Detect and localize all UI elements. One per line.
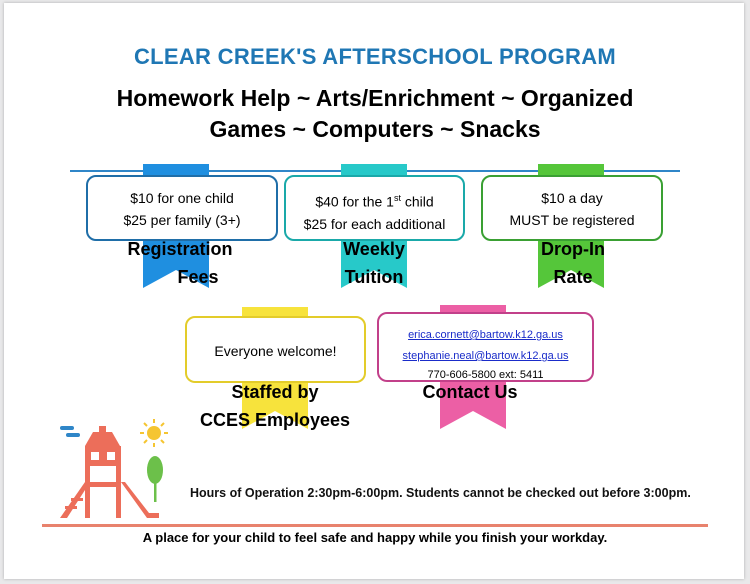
dropin-card xyxy=(481,175,663,241)
activities-line-1: Homework Help ~ Arts/Enrichment ~ Organized xyxy=(116,85,634,111)
staffed-card xyxy=(185,316,366,383)
dropin-line-2: MUST be registered xyxy=(509,212,635,228)
registration-line-1: $10 for one child xyxy=(130,190,234,206)
tuition-label: Weekly Tuition xyxy=(343,239,405,287)
activities-line-2: Games ~ Computers ~ Snacks xyxy=(209,116,541,142)
tuition-line-1: $40 for the 1st child xyxy=(315,193,434,210)
contact-card xyxy=(377,312,594,382)
tuition-card xyxy=(284,175,465,241)
email-link-erica[interactable]: erica.cornett@bartow.k12.ga.us xyxy=(408,329,563,341)
playground-icon xyxy=(55,418,180,523)
ground-line xyxy=(42,524,708,527)
registration-label: Registration Fees xyxy=(127,239,233,287)
staffed-label: Staffed by CCES Employees xyxy=(199,382,351,430)
hours-of-operation: Hours of Operation 2:30pm-6:00pm. Students cannot be checked out before 3:00pm. xyxy=(190,486,691,500)
registration-line-2: $25 per family (3+) xyxy=(123,212,241,228)
registration-card xyxy=(86,175,278,241)
tagline: A place for your child to feel safe and happy while you finish your workday. xyxy=(142,530,608,545)
contact-label: Contact Us xyxy=(422,382,518,402)
staffed-text: Everyone welcome! xyxy=(214,343,337,359)
dropin-label: Drop-In Rate xyxy=(541,239,605,287)
email-link-stephanie[interactable]: stephanie.neal@bartow.k12.ga.us xyxy=(402,350,569,362)
program-title: CLEAR CREEK'S AFTERSCHOOL PROGRAM xyxy=(133,44,617,69)
contact-phone: 770-606-5800 ext: 5411 xyxy=(427,369,544,381)
tuition-line-2: $25 for each additional xyxy=(303,215,446,232)
dropin-line-1: $10 a day xyxy=(541,190,603,206)
